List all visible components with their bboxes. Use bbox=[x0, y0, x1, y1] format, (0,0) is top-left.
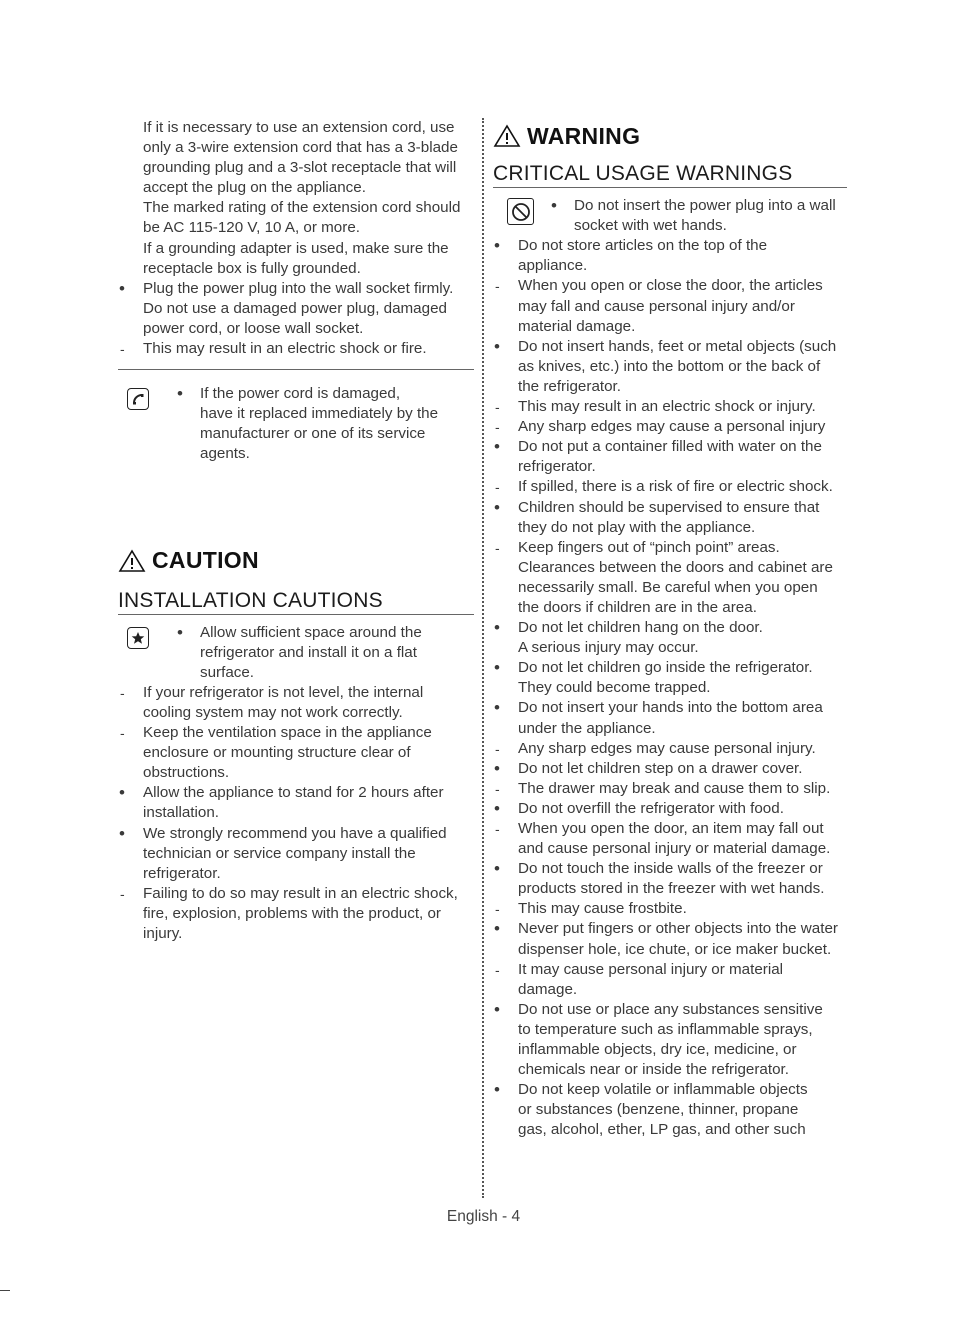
list-item bbox=[118, 824, 474, 884]
list-item bbox=[493, 698, 847, 738]
text-line: Do not put a container filled with water on the bbox=[518, 438, 822, 456]
bullet-mark: • bbox=[494, 758, 500, 778]
text-line: Any sharp edges may cause a personal injury bbox=[518, 418, 826, 436]
text-line: Plug the power plug into the wall socket firmly. bbox=[143, 279, 454, 297]
installation-list bbox=[118, 683, 474, 944]
text-line: We strongly recommend you have a qualified bbox=[143, 824, 447, 842]
list-item bbox=[118, 723, 474, 783]
caution-heading bbox=[118, 549, 474, 573]
bullet-mark: • bbox=[494, 236, 500, 256]
text-line: When you open or close the door, the articles bbox=[518, 277, 823, 295]
list-item bbox=[493, 919, 847, 959]
text-line: If your refrigerator is not level, the internal bbox=[143, 683, 424, 701]
text-line: Do not store articles on the top of the bbox=[518, 237, 768, 255]
prohibited-note bbox=[493, 196, 847, 236]
dash-mark: - bbox=[120, 725, 125, 742]
text-line: socket with wet hands. bbox=[574, 217, 727, 235]
dash-mark: - bbox=[495, 740, 500, 757]
text-line: It may cause personal injury or material bbox=[518, 960, 784, 978]
text-line: Clearances between the doors and cabinet are bbox=[518, 558, 833, 576]
list-item bbox=[118, 339, 474, 359]
list-item bbox=[493, 899, 847, 919]
text-line: This may cause frostbite. bbox=[518, 900, 687, 918]
bullet-mark: • bbox=[494, 999, 500, 1019]
bullet-mark: • bbox=[119, 783, 125, 803]
bullet-mark: • bbox=[494, 859, 500, 879]
text-line: material damage. bbox=[518, 317, 636, 335]
list-item bbox=[493, 618, 847, 658]
warning-title: WARNING bbox=[527, 122, 641, 149]
text-line: necessarily small. Be careful when you open bbox=[518, 578, 818, 596]
installation-cautions-title: INSTALLATION CAUTIONS bbox=[118, 591, 474, 615]
text-line: Do not touch the inside walls of the freezer or bbox=[518, 860, 823, 878]
page-footer: English - 4 bbox=[446, 1208, 521, 1225]
dash-mark: - bbox=[495, 961, 500, 978]
text-line: power cord, or loose wall socket. bbox=[143, 319, 364, 337]
bullet-mark: • bbox=[494, 437, 500, 457]
bullet-mark: • bbox=[119, 278, 125, 298]
list-item bbox=[118, 783, 474, 823]
list-item bbox=[493, 276, 847, 336]
text-line: manufacturer or one of its service bbox=[200, 425, 426, 443]
text-line: only a 3-wire extension cord that has a 3-blade bbox=[143, 139, 458, 157]
right-column bbox=[493, 118, 847, 1141]
service-call-icon bbox=[127, 388, 149, 410]
text-line: be AC 115-120 V, 10 A, or more. bbox=[143, 219, 360, 237]
dash-mark: - bbox=[495, 278, 500, 295]
text-line: The marked rating of the extension cord should bbox=[143, 199, 461, 217]
text-line: This may result in an electric shock or injury. bbox=[518, 398, 816, 416]
dash-mark: - bbox=[120, 684, 125, 701]
install-note bbox=[118, 623, 474, 683]
text-line: Keep fingers out of “pinch point” areas. bbox=[518, 538, 780, 556]
list-item bbox=[493, 739, 847, 759]
text-line: chemicals near or inside the refrigerator. bbox=[518, 1061, 789, 1079]
dash-mark: - bbox=[495, 419, 500, 436]
text-line: refrigerator. bbox=[143, 864, 221, 882]
dash-mark: - bbox=[495, 901, 500, 918]
list-item bbox=[493, 658, 847, 698]
bullet-mark: • bbox=[494, 798, 500, 818]
text-line: accept the plug on the appliance. bbox=[143, 179, 366, 197]
left-column bbox=[118, 118, 474, 944]
text-line: have it replaced immediately by the bbox=[200, 405, 439, 423]
text-line: Do not insert your hands into the bottom area bbox=[518, 699, 823, 717]
text-line: Keep the ventilation space in the appliance bbox=[143, 724, 432, 742]
list-item bbox=[118, 884, 474, 944]
bullet-mark: • bbox=[494, 698, 500, 718]
text-line: Allow the appliance to stand for 2 hours after bbox=[143, 784, 444, 802]
text-line: Do not let children go inside the refrigerator. bbox=[518, 659, 813, 677]
bullet-mark: • bbox=[119, 823, 125, 843]
list-item bbox=[493, 417, 847, 437]
text-line: Do not overfill the refrigerator with food. bbox=[518, 799, 784, 817]
text-line: Any sharp edges may cause personal injury. bbox=[518, 739, 816, 757]
text-line: under the appliance. bbox=[518, 719, 656, 737]
bullet-mark: • bbox=[494, 618, 500, 638]
caution-title: CAUTION bbox=[152, 547, 259, 574]
list-item bbox=[493, 437, 847, 477]
text-line: Do not let children step on a drawer cover. bbox=[518, 759, 803, 777]
bullet-mark: • bbox=[177, 384, 183, 404]
text-line: installation. bbox=[143, 804, 219, 822]
text-line: the doors if children are in the area. bbox=[518, 598, 757, 616]
bullet-mark: • bbox=[494, 1080, 500, 1100]
text-line: as knives, etc.) into the bottom or the back of bbox=[518, 357, 821, 375]
text-line: Do not let children hang on the door. bbox=[518, 619, 763, 637]
list-item bbox=[493, 397, 847, 417]
text-line: They could become trapped. bbox=[518, 679, 711, 697]
text-line: and cause personal injury or material damage. bbox=[518, 840, 831, 858]
text-line: or substances (benzene, thinner, propane bbox=[518, 1101, 799, 1119]
section-divider bbox=[118, 369, 474, 370]
text-line: Children should be supervised to ensure that bbox=[518, 498, 820, 516]
bullet-mark: • bbox=[494, 919, 500, 939]
text-line: fire, explosion, problems with the product, or bbox=[143, 904, 441, 922]
list-item bbox=[493, 819, 847, 859]
text-line: inflammable objects, dry ice, medicine, or bbox=[518, 1041, 797, 1059]
service-note bbox=[118, 384, 474, 464]
text-line: cooling system may not work correctly. bbox=[143, 703, 403, 721]
text-line: This may result in an electric shock or fire. bbox=[143, 340, 427, 358]
text-line: Do not insert hands, feet or metal objects (such bbox=[518, 337, 837, 355]
list-item bbox=[493, 498, 847, 538]
text-line: to temperature such as inflammable sprays, bbox=[518, 1020, 813, 1038]
text-line: may fall and cause personal injury and/or bbox=[518, 297, 795, 315]
text-line: appliance. bbox=[518, 257, 588, 275]
list-item bbox=[493, 1000, 847, 1080]
text-line: technician or service company install the bbox=[143, 844, 416, 862]
text-line: enclosure or mounting structure clear of bbox=[143, 744, 411, 762]
text-line: injury. bbox=[143, 925, 183, 942]
list-item bbox=[493, 1080, 847, 1140]
text-line: refrigerator and install it on a flat bbox=[200, 643, 417, 661]
important-star-icon bbox=[127, 627, 149, 649]
list-item bbox=[493, 477, 847, 497]
list-item bbox=[493, 779, 847, 799]
dash-mark: - bbox=[495, 821, 500, 837]
text-line: If it is necessary to use an extension cord, use bbox=[143, 119, 455, 136]
list-item bbox=[493, 337, 847, 397]
text-line: refrigerator. bbox=[518, 458, 596, 476]
text-line: damage. bbox=[518, 980, 578, 998]
bullet-mark: • bbox=[177, 622, 183, 642]
warning-heading bbox=[493, 124, 847, 148]
edge-mark bbox=[0, 1290, 10, 1291]
text-line: they do not play with the appliance. bbox=[518, 518, 756, 536]
text-line: When you open the door, an item may fall out bbox=[518, 820, 824, 837]
text-line: products stored in the freezer with wet hands. bbox=[518, 880, 825, 898]
list-item bbox=[493, 859, 847, 899]
text-line: Do not insert the power plug into a wall bbox=[574, 197, 836, 215]
text-line: The drawer may break and cause them to slip. bbox=[518, 779, 831, 797]
list-item bbox=[493, 538, 847, 618]
text-line: Failing to do so may result in an electric shock, bbox=[143, 884, 458, 902]
column-divider bbox=[482, 118, 484, 1198]
dash-mark: - bbox=[120, 341, 125, 358]
text-line: obstructions. bbox=[143, 764, 230, 782]
list-item bbox=[493, 960, 847, 1000]
text-line: If a grounding adapter is used, make sure the bbox=[143, 239, 449, 257]
prohibited-icon bbox=[507, 198, 534, 225]
text-line: Do not use or place any substances sensitive bbox=[518, 1000, 823, 1018]
bullet-mark: • bbox=[551, 196, 557, 216]
text-line: agents. bbox=[200, 445, 250, 463]
list-item bbox=[118, 279, 474, 339]
text-line: Never put fingers or other objects into the water bbox=[518, 920, 838, 938]
text-line: A serious injury may occur. bbox=[518, 639, 699, 657]
dash-mark: - bbox=[495, 780, 500, 797]
text-line: Allow sufficient space around the bbox=[200, 623, 422, 641]
text-line: gas, alcohol, ether, LP gas, and other such bbox=[518, 1121, 806, 1139]
text-line: Do not use a damaged power plug, damaged bbox=[143, 299, 447, 317]
warning-triangle-icon bbox=[493, 124, 521, 148]
list-item bbox=[118, 683, 474, 723]
list-item bbox=[493, 799, 847, 819]
critical-usage-list bbox=[493, 236, 847, 1140]
dash-mark: - bbox=[120, 885, 125, 902]
text-line: the refrigerator. bbox=[518, 377, 621, 395]
critical-usage-title: CRITICAL USAGE WARNINGS bbox=[493, 164, 847, 188]
text-line: dispenser hole, ice chute, or ice maker bucket. bbox=[518, 940, 832, 958]
dash-mark: - bbox=[495, 479, 500, 496]
text-line: receptacle box is fully grounded. bbox=[143, 259, 361, 277]
list-item bbox=[493, 759, 847, 779]
text-line: Do not keep volatile or inflammable objects bbox=[518, 1081, 808, 1099]
list-item bbox=[493, 236, 847, 276]
dash-mark: - bbox=[495, 539, 500, 556]
text-line: If the power cord is damaged, bbox=[200, 385, 401, 403]
dash-mark: - bbox=[495, 399, 500, 416]
warning-triangle-icon bbox=[118, 549, 146, 573]
extension-cord-text bbox=[118, 118, 474, 279]
bullet-mark: • bbox=[494, 336, 500, 356]
text-line: If spilled, there is a risk of fire or electric shock. bbox=[518, 478, 833, 496]
text-line: grounding plug and a 3-slot receptacle that will bbox=[143, 159, 457, 177]
bullet-mark: • bbox=[494, 497, 500, 517]
bullet-mark: • bbox=[494, 658, 500, 678]
text-line: surface. bbox=[200, 663, 255, 681]
